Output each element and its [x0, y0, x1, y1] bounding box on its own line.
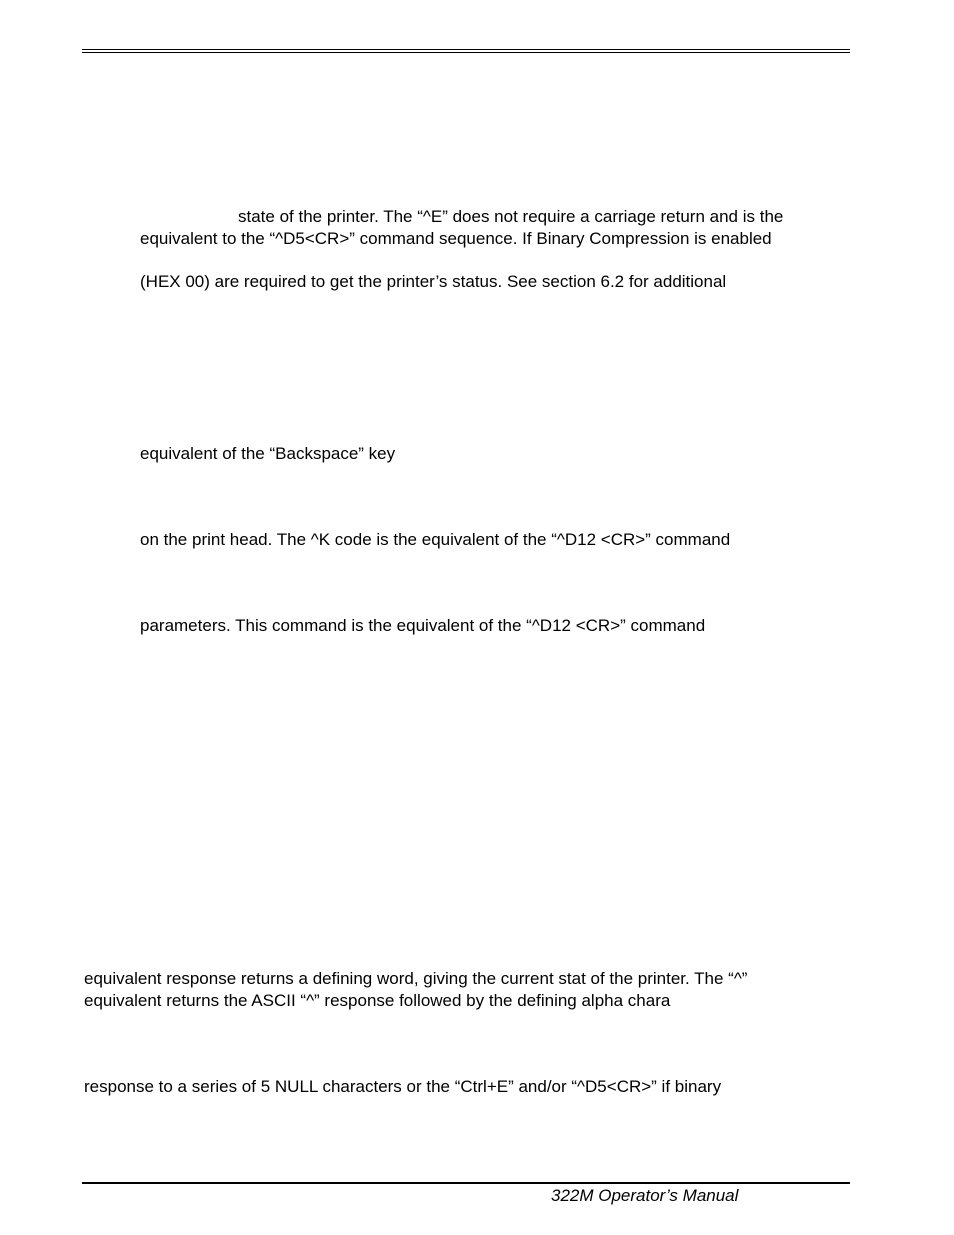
footer-rule	[82, 1182, 850, 1184]
text-line: equivalent of the “Backspace” key	[140, 444, 396, 463]
text-line: parameters. This command is the equivalent of the “^D12 <CR>” command	[140, 616, 706, 635]
footer-manual-title: 322M Operator’s Manual	[551, 1186, 739, 1205]
text-line: equivalent returns the ASCII “^” response followed by the defining alpha chara	[84, 991, 671, 1010]
text-line: equivalent response returns a defining word, giving the current stat of the printer. The “^”	[84, 969, 748, 988]
text-line: (HEX 00) are required to get the printer’s status. See section 6.2 for additional	[140, 272, 727, 291]
text-line: state of the printer. The “^E” does not require a carriage return and is the	[238, 207, 784, 226]
text-line: equivalent to the “^D5<CR>” command sequence. If Binary Compression is enabled	[140, 229, 772, 248]
header-rule	[82, 49, 850, 53]
text-line: response to a series of 5 NULL characters or the “Ctrl+E” and/or “^D5<CR>” if binary	[84, 1077, 722, 1096]
text-line: on the print head. The ^K code is the equivalent of the “^D12 <CR>” command	[140, 530, 731, 549]
